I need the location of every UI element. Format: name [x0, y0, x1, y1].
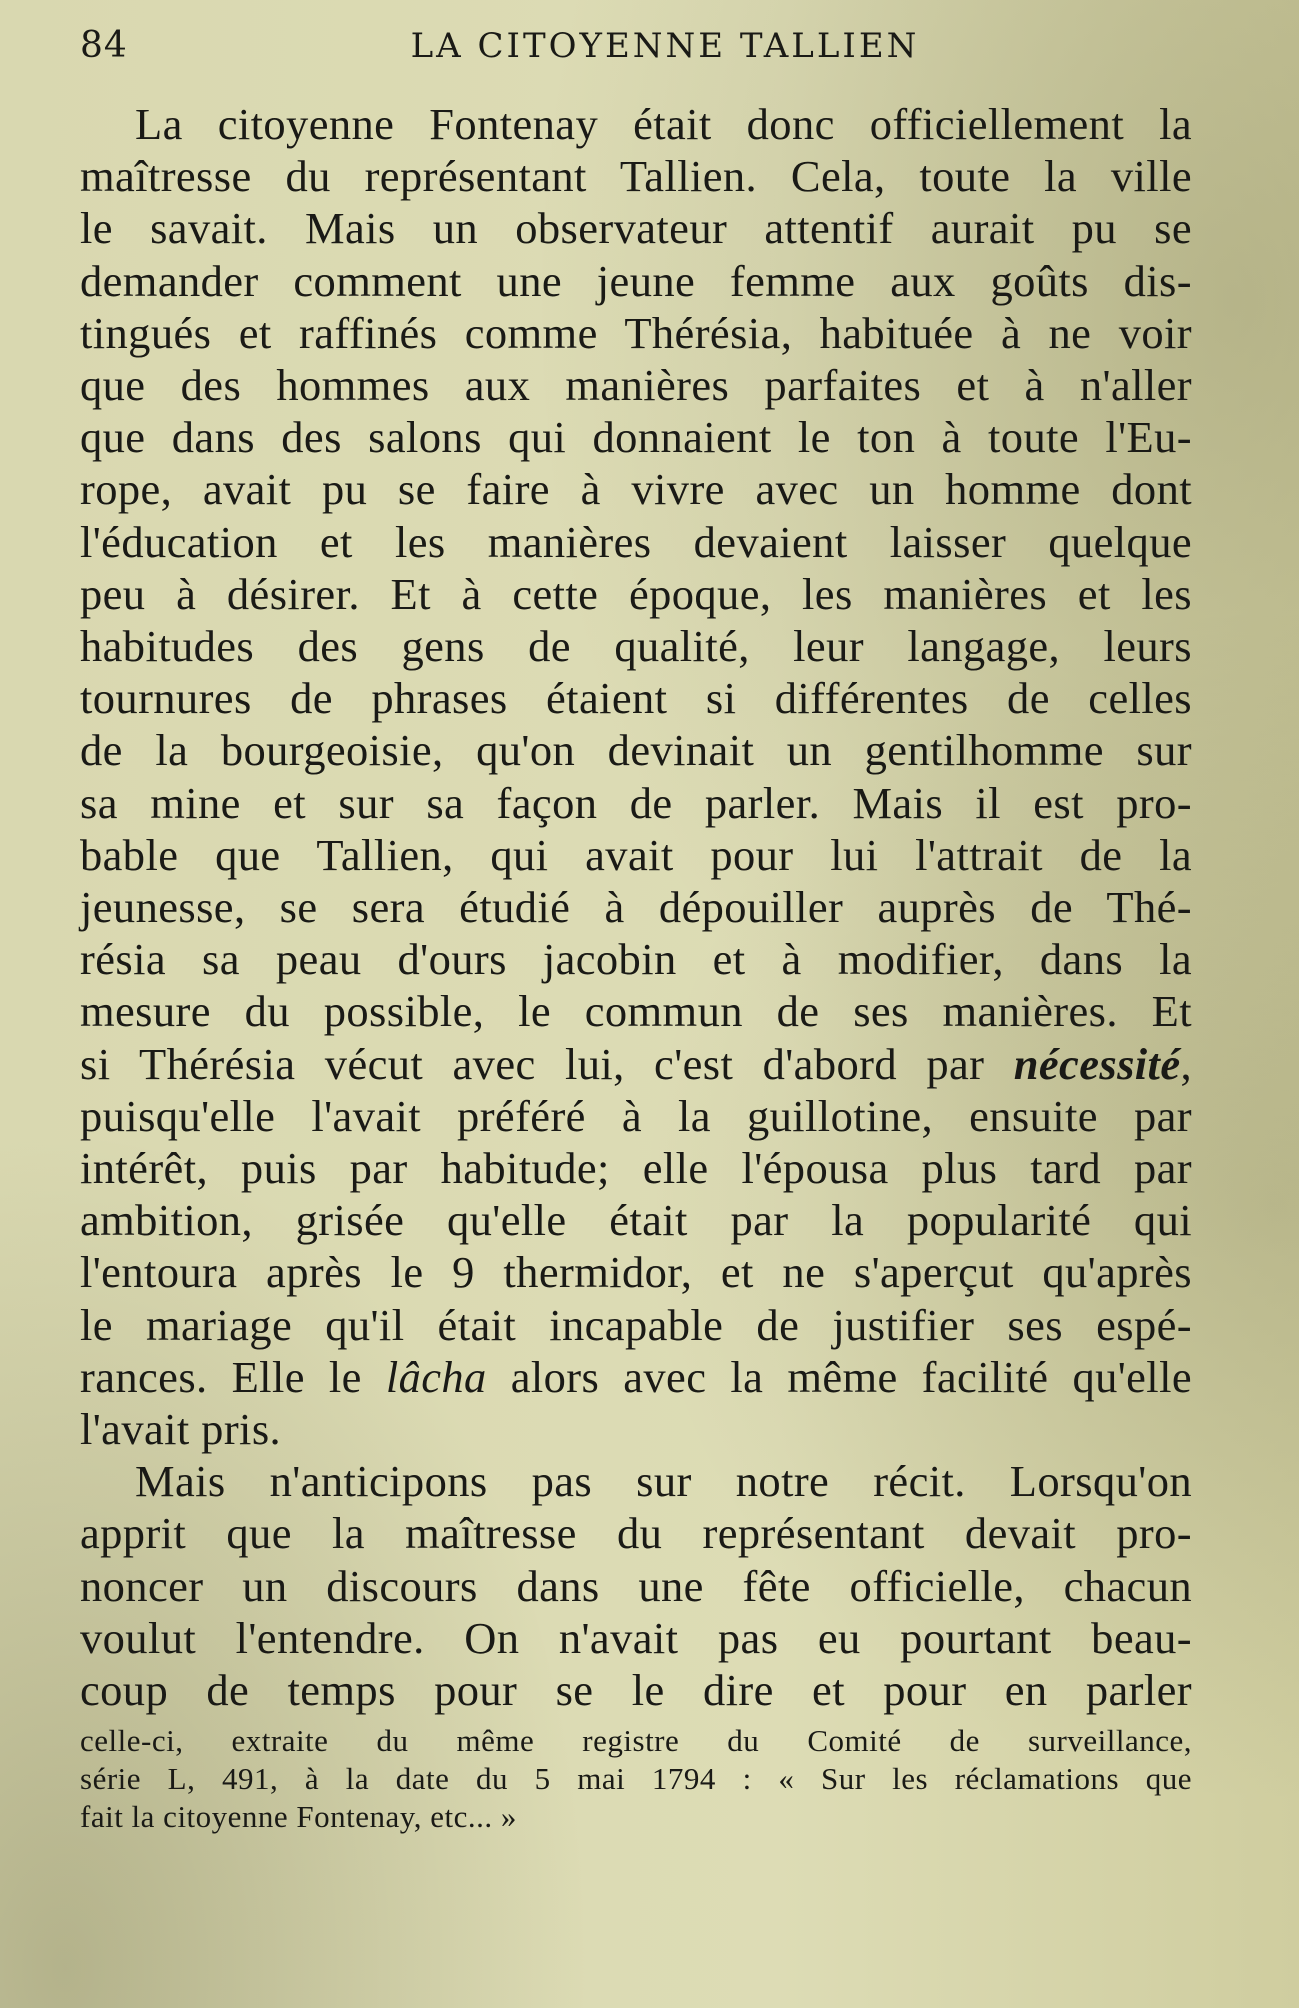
text-line: le mariage qu'il était incapable de justifier ses espé-	[80, 1299, 1192, 1350]
text-line: l'avait pris.	[80, 1404, 282, 1455]
text-line: Mais n'anticipons pas sur notre récit. Lorsqu'on	[135, 1456, 1192, 1507]
text-line: apprit que la maîtresse du représentant devait pro-	[80, 1508, 1192, 1559]
text-segment: ,	[1180, 1038, 1192, 1089]
text-line: rope, avait pu se faire à vivre avec un homme dont	[80, 464, 1192, 515]
book-title: LA CITOYENNE TALLIEN	[410, 26, 920, 66]
page-number: 84	[80, 25, 128, 66]
text-line: La citoyenne Fontenay était donc officiellement la	[135, 99, 1192, 149]
text-segment: rances. Elle le	[80, 1351, 386, 1402]
footnote	[80, 1722, 1192, 1836]
text-line: le savait. Mais un observateur attentif aurait pu se	[80, 203, 1192, 254]
text-line-lacha	[80, 1351, 1192, 1403]
main-text	[80, 98, 1192, 1716]
footnote-line: fait la citoyenne Fontenay, etc... »	[80, 1799, 517, 1834]
text-line: tingués et raffinés comme Thérésia, habituée à ne voir	[80, 307, 1192, 358]
text-line: que dans des salons qui donnaient le ton à toute l'Eu-	[80, 412, 1192, 463]
text-line: noncer un discours dans une fête officielle, chacun	[80, 1560, 1192, 1611]
emphasis-lacha: lâcha	[385, 1351, 487, 1402]
text-line: coup de temps pour se le dire et pour en parler	[80, 1665, 1192, 1716]
text-segment: alors avec la même facilité qu'elle	[486, 1351, 1192, 1402]
text-line: ambition, grisée qu'elle était par la popularité qui	[80, 1195, 1192, 1246]
text-line: l'entoura après le 9 thermidor, et ne s'aperçut qu'après	[80, 1247, 1192, 1298]
text-segment: si Thérésia vécut avec lui, c'est d'abord par	[80, 1038, 1014, 1089]
text-line: maîtresse du représentant Tallien. Cela, toute la ville	[80, 151, 1192, 202]
text-line: tournures de phrases étaient si différentes de celles	[80, 673, 1192, 724]
text-line: sa mine et sur sa façon de parler. Mais il est pro-	[80, 777, 1192, 828]
footnote-line: celle-ci, extraite du même registre du Comité de surveillance,	[80, 1723, 1192, 1758]
text-line: peu à désirer. Et à cette époque, les manières et les	[80, 568, 1192, 619]
text-line: résia sa peau d'ours jacobin et à modifier, dans la	[80, 934, 1192, 985]
text-line: habitudes des gens de qualité, leur langage, leurs	[80, 621, 1192, 672]
text-line: que des hommes aux manières parfaites et à n'aller	[80, 360, 1192, 411]
text-line: de la bourgeoisie, qu'on devinait un gentilhomme sur	[80, 725, 1192, 776]
text-line: l'éducation et les manières devaient laisser quelque	[80, 516, 1192, 567]
emphasis-necessite: nécessité	[1013, 1038, 1181, 1089]
text-line: voulut l'entendre. On n'avait pas eu pourtant beau-	[80, 1612, 1192, 1663]
text-line: mesure du possible, le commun de ses manières. Et	[80, 986, 1192, 1037]
text-line: jeunesse, se sera étudié à dépouiller auprès de Thé-	[80, 882, 1192, 933]
text-line: demander comment une jeune femme aux goûts dis-	[80, 255, 1192, 306]
footnote-line: série L, 491, à la date du 5 mai 1794 : « Sur les réclamations que	[80, 1761, 1192, 1796]
running-head	[80, 22, 1190, 82]
text-line: puisqu'elle l'avait préféré à la guillotine, ensuite par	[80, 1090, 1192, 1141]
text-line: bable que Tallien, qui avait pour lui l'attrait de la	[80, 829, 1192, 880]
text-line: intérêt, puis par habitude; elle l'épousa plus tard par	[80, 1143, 1192, 1194]
text-line-necessite	[80, 1038, 1192, 1090]
